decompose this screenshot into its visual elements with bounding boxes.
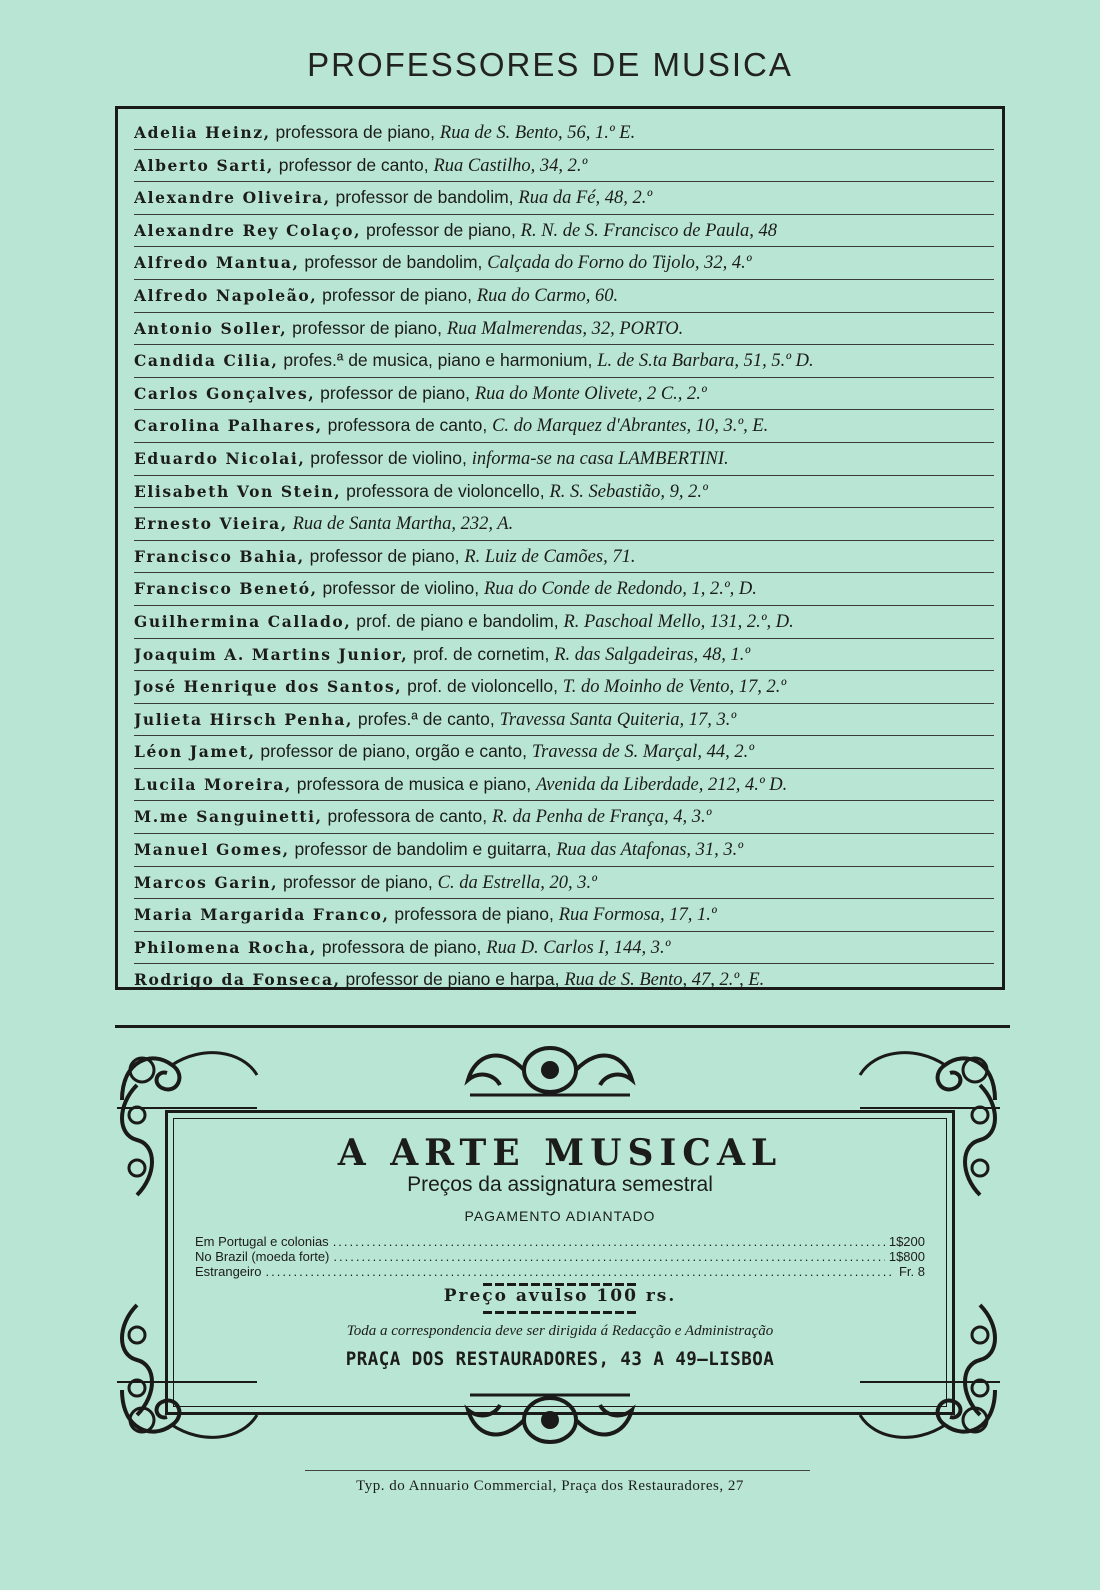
teacher-address: T. do Moinho de Vento, 17, 2.º (562, 677, 787, 698)
teacher-name: M.me Sanguinetti, (134, 807, 323, 827)
teacher-name: Maria Margarida Franco, (134, 905, 390, 925)
advert-box (165, 1110, 955, 1415)
teacher-address: Rua do Carmo, 60. (476, 285, 619, 306)
price-row (195, 1264, 925, 1279)
teacher-role: professora de piano, (316, 936, 487, 957)
teacher-address: C. da Estrella, 20, 3.º (437, 872, 597, 893)
teacher-role: professor de piano, (287, 317, 447, 338)
leader-dots (333, 1249, 884, 1264)
single-issue-price: Preço avulso 100 rs. (443, 1286, 677, 1306)
teacher-role: prof. de piano e bandolim, (351, 610, 564, 631)
teacher-name: Alexandre Rey Colaço, (134, 220, 362, 240)
directory-entry (134, 313, 994, 346)
rosette-ornament-icon (460, 1040, 640, 1100)
teacher-role: professora de violoncello, (341, 480, 550, 501)
price-row (195, 1249, 925, 1264)
teacher-role: professor de violino, (317, 578, 484, 599)
teacher-address: Rua de Santa Martha, 232, A. (292, 514, 514, 535)
teacher-name: Adelia Heinz, (134, 123, 271, 142)
directory-entry (134, 704, 994, 737)
directory-entry (134, 801, 994, 834)
directory-entry (134, 280, 994, 313)
teacher-address: Rua Malmerendas, 32, PORTO. (446, 318, 684, 339)
directory-entry (134, 476, 994, 509)
teacher-name: Alfredo Napoleão, (134, 285, 318, 305)
price-value: 1$800 (888, 1249, 925, 1264)
teacher-address: R. Paschoal Mello, 131, 2.º, D. (563, 611, 794, 632)
teacher-name: Carolina Palhares, (134, 416, 323, 436)
teacher-name: Alfredo Mantua, (134, 253, 300, 273)
directory-entry (134, 639, 994, 672)
scroll-ornament-icon (955, 1080, 1005, 1200)
teacher-name: Julieta Hirsch Penha, (134, 709, 354, 729)
directory-entry (134, 378, 994, 411)
teacher-name: Manuel Gomes, (134, 840, 290, 860)
scroll-ornament-icon (112, 1080, 162, 1200)
teacher-address: Rua do Monte Olivete, 2 C., 2.º (474, 383, 707, 404)
teacher-address: Avenida da Liberdade, 212, 4.º D. (536, 774, 788, 795)
advert-subtitle: Preços da assignatura semestral (407, 1173, 713, 1196)
teacher-role: professora de piano, (389, 904, 559, 925)
teacher-address: Rua de S. Bento, 47, 2.º, E. (564, 970, 765, 991)
teacher-address: L. de S.ta Barbara, 51, 5.º D. (597, 351, 814, 372)
price-label: Estrangeiro (195, 1264, 262, 1279)
teacher-address: Rua de S. Bento, 56, 1.º E. (439, 123, 636, 143)
teacher-role: professor de piano e harpa, (340, 969, 565, 990)
teacher-address: Rua da Fé, 48, 2.º (518, 188, 653, 209)
teacher-name: Lucila Moreira, (134, 774, 292, 794)
directory-entry (134, 769, 994, 802)
teacher-role: professor de bandolim e guitarra, (289, 839, 557, 860)
correspondence-note: Toda a correspondencia deve ser dirigida á Redacção e Administração (346, 1323, 774, 1339)
teacher-role: professor de piano, (278, 871, 438, 892)
directory-entry (134, 606, 994, 639)
teacher-address: Travessa de S. Marçal, 44, 2.º (531, 742, 754, 763)
price-value: 1$200 (888, 1234, 925, 1249)
teacher-name: Candida Cilia, (134, 351, 279, 371)
teacher-role: professora de piano, (270, 122, 440, 142)
directory-entry (134, 541, 994, 574)
directory-entry (134, 867, 994, 900)
teacher-role: professor de canto, (273, 154, 434, 175)
teacher-name: Elisabeth Von Stein, (134, 481, 342, 501)
price-value: Fr. 8 (898, 1264, 925, 1279)
teacher-name: Francisco Benetó, (134, 579, 318, 599)
teacher-address: Rua D. Carlos I, 144, 3.º (486, 937, 671, 958)
teacher-name: Léon Jamet, (134, 742, 256, 762)
teacher-name: Rodrigo da Fonseca, (134, 970, 341, 990)
directory-entry (134, 899, 994, 932)
teacher-name: José Henrique dos Santos, (134, 677, 403, 697)
teacher-name: Alexandre Oliveira, (134, 188, 331, 208)
teacher-name: Eduardo Nicolai, (134, 448, 306, 468)
teacher-address: R. N. de S. Francisco de Paula, 48 (520, 220, 778, 241)
directory-entry (134, 150, 994, 183)
directory-entry (134, 443, 994, 476)
directory-entry (134, 410, 994, 443)
teacher-address: Calçada do Forno do Tijolo, 32, 4.º (487, 253, 752, 274)
teacher-name: Carlos Gonçalves, (134, 383, 316, 403)
teacher-name: Ernesto Vieira, (134, 514, 288, 534)
directory-entry (134, 834, 994, 867)
teacher-name: Alberto Sarti, (134, 155, 274, 175)
teacher-name: Joaquim A. Martins Junior, (134, 644, 409, 664)
price-list (195, 1234, 925, 1279)
teacher-role: profes.ª de musica, piano e harmonium, (278, 350, 598, 371)
directory-entry (134, 508, 994, 541)
directory-list (134, 117, 994, 996)
dashed-rule (483, 1311, 638, 1314)
directory-entry (134, 671, 994, 704)
teacher-role: professora de canto, (322, 415, 493, 436)
advert-payment-note: PAGAMENTO ADIANTADO (464, 1208, 656, 1224)
leader-dots (265, 1264, 895, 1279)
directory-entry (134, 736, 994, 769)
teacher-address: Rua Castilho, 34, 2.º (433, 155, 588, 176)
teacher-address: R. Luiz de Camões, 71. (464, 546, 636, 567)
teacher-name: Francisco Bahia, (134, 546, 305, 566)
teacher-role: professor de piano, (304, 545, 465, 566)
teacher-role: prof. de cornetim, (408, 643, 555, 664)
directory-entry (134, 117, 994, 150)
publisher-address: PRAÇA DOS RESTAURADORES, 43 A 49—LISBOA (345, 1348, 775, 1370)
teacher-role: professora de canto, (322, 806, 492, 827)
teacher-role: professor de bandolim, (299, 252, 488, 273)
leader-dots (333, 1234, 885, 1249)
teacher-name: Guilhermina Callado, (134, 611, 352, 631)
teacher-role: profes.ª de canto, (353, 708, 500, 729)
teacher-role: professor de piano, (317, 284, 477, 305)
teacher-address: R. S. Sebastião, 9, 2.º (549, 481, 708, 502)
teacher-address: Rua do Conde de Redondo, 1, 2.º, D. (483, 579, 757, 600)
directory-entry (134, 573, 994, 606)
teacher-role: professora de musica e piano, (291, 773, 537, 794)
directory-entry (134, 932, 994, 965)
teacher-address: Rua das Atafonas, 31, 3.º (556, 840, 744, 861)
section-divider (115, 1025, 1010, 1028)
printer-imprint: Typ. do Annuario Commercial, Praça dos Restauradores, 27 (356, 1478, 744, 1494)
teacher-name: Marcos Garin, (134, 872, 279, 892)
teacher-address: R. da Penha de França, 4, 3.º (491, 807, 712, 828)
directory-box (115, 106, 1005, 990)
price-label: No Brazil (moeda forte) (195, 1249, 330, 1264)
teacher-role: professor de piano, (315, 382, 475, 403)
price-label: Em Portugal e colonias (195, 1234, 329, 1249)
teacher-address: Rua Formosa, 17, 1.º (558, 905, 717, 926)
teacher-address: Travessa Santa Quiteria, 17, 3.º (499, 709, 737, 730)
teacher-role: prof. de violoncello, (402, 676, 563, 697)
directory-entry (134, 182, 994, 215)
teacher-name: Antonio Soller, (134, 318, 288, 338)
page-title: PROFESSORES DE MUSICA (307, 46, 793, 83)
directory-entry (134, 964, 994, 996)
directory-entry (134, 247, 994, 280)
advert-title: A ARTE MUSICAL (337, 1132, 783, 1174)
footer-rule (305, 1470, 810, 1471)
teacher-role: professor de bandolim, (330, 187, 519, 208)
teacher-address: R. das Salgadeiras, 48, 1.º (554, 644, 751, 665)
teacher-role: professor de piano, orgão e canto, (255, 741, 532, 762)
directory-entry (134, 215, 994, 248)
teacher-role: professor de violino, (305, 447, 472, 468)
teacher-address: C. do Marquez d'Abrantes, 10, 3.º, E. (492, 416, 769, 437)
teacher-name: Philomena Rocha, (134, 937, 317, 957)
price-row (195, 1234, 925, 1249)
teacher-address: informa-se na casa LAMBERTINI. (471, 448, 729, 469)
directory-entry (134, 345, 994, 378)
teacher-role: professor de piano, (361, 219, 521, 240)
